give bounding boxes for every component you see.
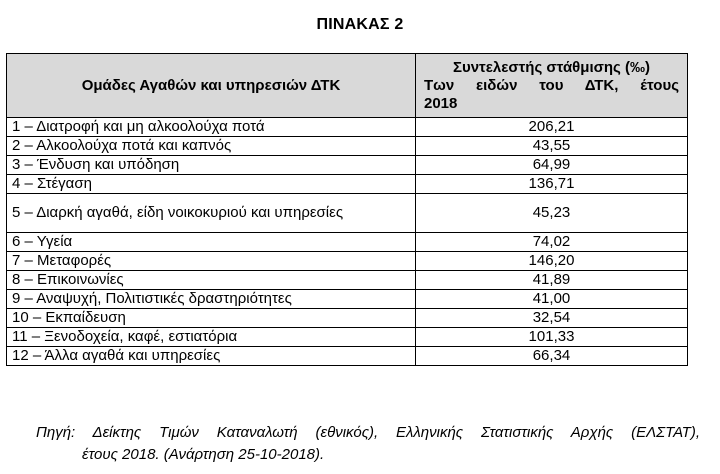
- table-row: [7, 175, 688, 194]
- table-row: [7, 347, 688, 366]
- table-row: [7, 328, 688, 347]
- header-weight-line2: Των ειδών του ΔΤΚ, έτους: [424, 76, 679, 94]
- value-cell: 45,23: [416, 194, 688, 233]
- table-row: [7, 252, 688, 271]
- value-cell: 74,02: [416, 233, 688, 252]
- table-row: [7, 290, 688, 309]
- table-header-row: [7, 54, 688, 118]
- group-cell: 5 – Διαρκή αγαθά, είδη νοικοκυριού και υπηρεσίες: [7, 194, 416, 233]
- group-cell: 11 – Ξενοδοχεία, καφέ, εστιατόρια: [7, 328, 416, 347]
- value-cell: 136,71: [416, 175, 688, 194]
- group-cell: 3 – Ένδυση και υπόδηση: [7, 156, 416, 175]
- group-cell: 4 – Στέγαση: [7, 175, 416, 194]
- header-weight-line1: Συντελεστής στάθμισης (‰): [452, 58, 651, 76]
- value-cell: 64,99: [416, 156, 688, 175]
- table-row: [7, 156, 688, 175]
- group-cell: 9 – Αναψυχή, Πολιτιστικές δραστηριότητες: [7, 290, 416, 309]
- group-cell: 12 – Άλλα αγαθά και υπηρεσίες: [7, 347, 416, 366]
- value-cell: 101,33: [416, 328, 688, 347]
- table-row: [7, 194, 688, 233]
- header-weight: [416, 54, 688, 118]
- group-cell: 7 – Μεταφορές: [7, 252, 416, 271]
- header-groups: Ομάδες Αγαθών και υπηρεσιών ΔΤΚ: [7, 54, 416, 118]
- table-row: [7, 271, 688, 290]
- value-cell: 206,21: [416, 118, 688, 137]
- group-cell: 2 – Αλκοολούχα ποτά και καπνός: [7, 137, 416, 156]
- group-cell: 1 – Διατροφή και μη αλκοολούχα ποτά: [7, 118, 416, 137]
- source-note-continued: έτους 2018. (Ανάρτηση 25-10-2018).: [82, 446, 325, 463]
- table-row: [7, 137, 688, 156]
- table-row: [7, 118, 688, 137]
- table-row: [7, 309, 688, 328]
- group-cell: 10 – Εκπαίδευση: [7, 309, 416, 328]
- value-cell: 66,34: [416, 347, 688, 366]
- source-note: Πηγή: Δείκτης Τιμών Καταναλωτή (εθνικός), Ελληνικής Στατιστικής Αρχής (ΕΛΣΤΑΤ),: [36, 424, 700, 441]
- weights-table: [6, 53, 688, 366]
- group-cell: 8 – Επικοινωνίες: [7, 271, 416, 290]
- value-cell: 32,54: [416, 309, 688, 328]
- table-title: ΠΙΝΑΚΑΣ 2: [316, 16, 404, 33]
- value-cell: 146,20: [416, 252, 688, 271]
- group-cell: 6 – Υγεία: [7, 233, 416, 252]
- table-row: [7, 233, 688, 252]
- header-weight-line3: 2018: [424, 94, 458, 112]
- value-cell: 43,55: [416, 137, 688, 156]
- value-cell: 41,89: [416, 271, 688, 290]
- value-cell: 41,00: [416, 290, 688, 309]
